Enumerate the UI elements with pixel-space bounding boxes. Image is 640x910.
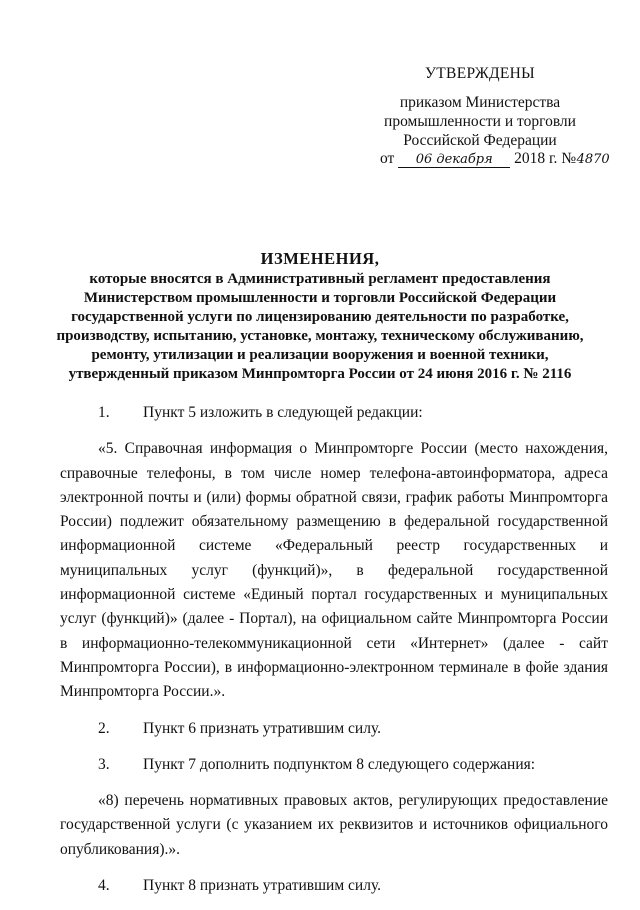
title-line-4: производству, испытанию, установке, монтажу, техническому обслуживанию,: [56, 328, 584, 344]
item-text: Пункт 7 дополнить подпунктом 8 следующего содержания:: [143, 755, 536, 773]
list-item: [60, 753, 608, 777]
order-year: 2018 г.: [514, 150, 558, 167]
title-line-2: Министерством промышленности и торговли Российской Федерации: [83, 290, 557, 306]
title-line-3: государственной услуги по лицензированию деятельности по разработке,: [71, 309, 569, 325]
document-title: [20, 249, 620, 384]
handwritten-date: 06 декабря: [398, 152, 510, 168]
item-text: Пункт 8 признать утратившим силу.: [143, 877, 382, 895]
list-item: [60, 874, 608, 898]
item-number: 1.: [98, 404, 110, 421]
title-line-6: утвержденный приказом Минпромторга России от 24 июня 2016 г. № 2116: [68, 366, 572, 382]
item-text: Пункт 6 признать утратившим силу.: [143, 719, 382, 737]
order-prefix: от: [380, 150, 395, 167]
paragraph-5-text: «5. Справочная информация о Минпромторге России (место нахождения, справочные телефоны, в том числе номер телефона-автоинформатора, адреса электронной почты и (или) формы обратной связи, график работы Минпромторга России) подлежит обязательному размещению в федеральной государственной информационной системе «Федеральный реестр государственных и муниципальных услуг (функций)», в федеральной государственной информационной системе «Единый портал государственных и муниципальных услуг (функций)» (далее - Портал), на официальном сайте Минпромторга России в информационно-телекоммуникационной сети «Интернет» (далее - сайт Минпромторга России), в информационно-электронном терминале в фойе здания Минпромторга России.».: [60, 440, 608, 701]
item-text: Пункт 5 изложить в следующей редакции:: [143, 404, 423, 421]
title-line-5: ремонту, утилизации и реализации вооружения и военной техники,: [91, 347, 549, 363]
approval-line-3: Российской Федерации: [403, 132, 557, 149]
subparagraph-8-text: «8) перечень нормативных правовых актов, регулирующих предоставление государственной услуги (с указанием их реквизитов и источников официального опубликования).».: [60, 792, 608, 858]
title-line-1: которые вносятся в Административный регламент предоставления: [89, 271, 551, 287]
list-item: [60, 717, 608, 741]
list-item: [60, 401, 608, 425]
approval-block: [380, 64, 580, 150]
approval-line-2: промышленности и торговли: [384, 113, 576, 130]
item-number: 4.: [98, 877, 110, 895]
approval-heading: УТВЕРЖДЕНЫ: [425, 65, 535, 82]
approval-line-1: приказом Министерства: [399, 94, 561, 111]
item-number: 2.: [98, 719, 110, 737]
order-date-line: [380, 150, 610, 168]
document-body: [60, 401, 608, 910]
title-main: ИЗМЕНЕНИЯ,: [260, 249, 380, 268]
item-number: 3.: [98, 755, 110, 773]
number-sign: №: [561, 150, 577, 167]
handwritten-number: 4870: [576, 152, 610, 167]
